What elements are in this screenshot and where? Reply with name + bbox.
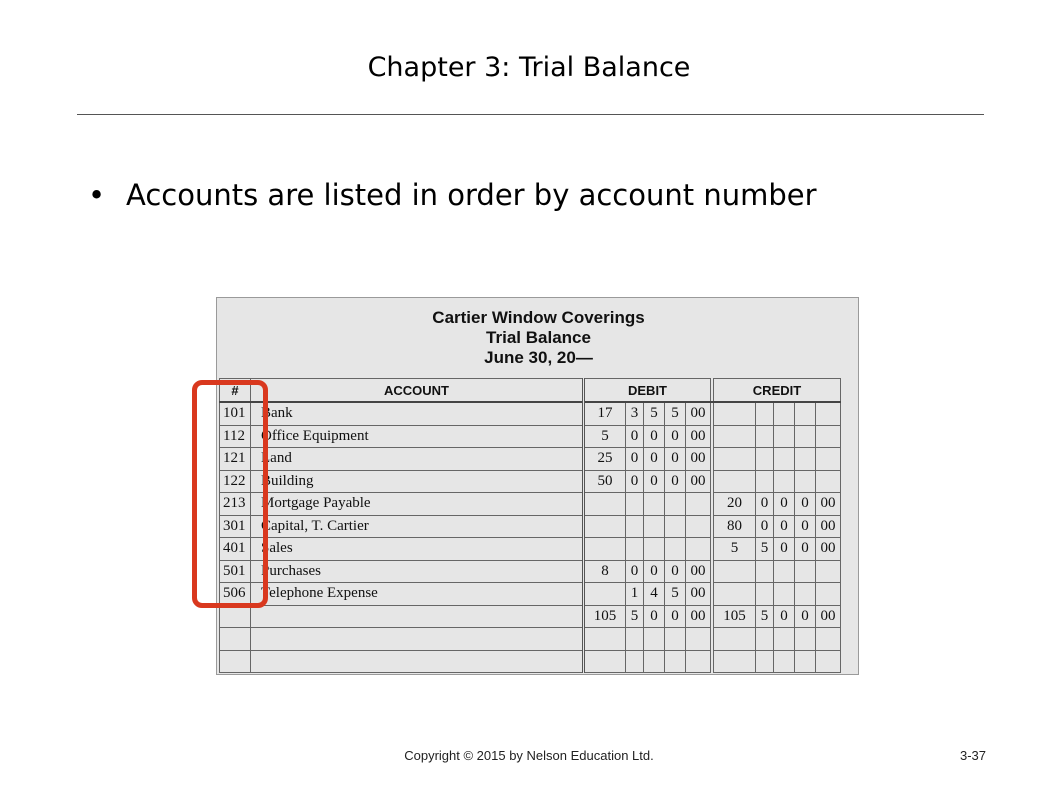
credit-digit — [816, 425, 841, 448]
trial-balance-table — [219, 378, 841, 673]
debit-digit: 105 — [584, 605, 626, 628]
slide-title: Chapter 3: Trial Balance — [367, 52, 691, 83]
credit-digit — [714, 628, 756, 651]
credit-digit: 0 — [756, 515, 774, 538]
credit-digit — [756, 583, 774, 606]
debit-digit — [686, 515, 711, 538]
debit-digit — [626, 628, 644, 651]
account-number: 501 — [220, 560, 251, 583]
debit-digit — [665, 650, 686, 673]
debit-digit — [665, 515, 686, 538]
credit-digit — [795, 448, 816, 471]
debit-digit: 00 — [686, 470, 711, 493]
debit-digit — [644, 515, 665, 538]
credit-digit: 0 — [774, 493, 795, 516]
debit-digit: 3 — [626, 402, 644, 425]
account-name: Telephone Expense — [251, 583, 584, 606]
report-date: June 30, 20— — [484, 348, 593, 367]
debit-digit: 0 — [665, 470, 686, 493]
debit-digit: 00 — [686, 605, 711, 628]
credit-digit — [774, 470, 795, 493]
debit-digit: 25 — [584, 448, 626, 471]
credit-digit: 0 — [795, 515, 816, 538]
table-row — [220, 402, 841, 425]
debit-digit: 0 — [626, 560, 644, 583]
trial-balance-heading — [217, 308, 860, 368]
header-credit: CREDIT — [714, 379, 841, 403]
credit-digit — [756, 425, 774, 448]
credit-digit: 00 — [816, 493, 841, 516]
credit-digit — [816, 628, 841, 651]
debit-digit: 5 — [626, 605, 644, 628]
header-debit: DEBIT — [584, 379, 711, 403]
table-row — [220, 515, 841, 538]
table-row — [220, 470, 841, 493]
credit-digit — [774, 448, 795, 471]
debit-digit — [626, 538, 644, 561]
table-row — [220, 583, 841, 606]
debit-digit: 17 — [584, 402, 626, 425]
credit-digit — [795, 650, 816, 673]
debit-digit — [686, 538, 711, 561]
debit-digit — [584, 538, 626, 561]
table-row — [220, 448, 841, 471]
credit-digit — [714, 425, 756, 448]
account-number — [220, 605, 251, 628]
credit-digit — [714, 650, 756, 673]
credit-digit — [816, 650, 841, 673]
credit-digit — [774, 560, 795, 583]
debit-digit — [584, 628, 626, 651]
credit-digit: 0 — [774, 538, 795, 561]
account-name: Purchases — [251, 560, 584, 583]
account-number — [220, 628, 251, 651]
debit-digit: 8 — [584, 560, 626, 583]
credit-digit: 5 — [714, 538, 756, 561]
debit-digit — [644, 628, 665, 651]
account-number: 122 — [220, 470, 251, 493]
account-name: Land — [251, 448, 584, 471]
debit-digit: 4 — [644, 583, 665, 606]
credit-digit: 00 — [816, 605, 841, 628]
credit-digit — [756, 470, 774, 493]
debit-digit: 0 — [626, 425, 644, 448]
bullet-text: Accounts are listed in order by account number — [126, 178, 817, 212]
debit-digit — [686, 628, 711, 651]
credit-digit: 105 — [714, 605, 756, 628]
debit-digit: 0 — [644, 448, 665, 471]
totals-row — [220, 605, 841, 628]
account-number: 112 — [220, 425, 251, 448]
credit-digit — [714, 470, 756, 493]
blank-row — [220, 650, 841, 673]
credit-digit — [756, 628, 774, 651]
debit-digit — [644, 538, 665, 561]
credit-digit — [795, 402, 816, 425]
debit-digit — [626, 650, 644, 673]
credit-digit — [714, 448, 756, 471]
debit-digit: 5 — [644, 402, 665, 425]
debit-digit — [665, 538, 686, 561]
credit-digit: 00 — [816, 538, 841, 561]
account-number — [220, 650, 251, 673]
account-number: 213 — [220, 493, 251, 516]
debit-digit: 0 — [665, 425, 686, 448]
debit-digit: 0 — [626, 448, 644, 471]
credit-digit — [756, 650, 774, 673]
credit-digit — [795, 470, 816, 493]
credit-digit — [795, 425, 816, 448]
debit-digit — [686, 493, 711, 516]
debit-digit: 00 — [686, 425, 711, 448]
debit-digit: 0 — [644, 605, 665, 628]
account-name — [251, 628, 584, 651]
credit-digit — [714, 583, 756, 606]
debit-digit: 5 — [584, 425, 626, 448]
debit-digit: 0 — [665, 605, 686, 628]
debit-digit — [665, 628, 686, 651]
title-divider — [77, 114, 984, 115]
debit-digit — [686, 650, 711, 673]
credit-digit — [816, 448, 841, 471]
credit-digit: 00 — [816, 515, 841, 538]
table-row — [220, 538, 841, 561]
debit-digit: 5 — [665, 583, 686, 606]
company-name: Cartier Window Coverings — [432, 308, 645, 327]
debit-digit: 50 — [584, 470, 626, 493]
debit-digit: 0 — [644, 560, 665, 583]
account-name — [251, 605, 584, 628]
credit-digit — [816, 560, 841, 583]
credit-digit: 0 — [756, 493, 774, 516]
account-name: Mortgage Payable — [251, 493, 584, 516]
credit-digit — [774, 650, 795, 673]
page-number: 3-37 — [960, 748, 987, 763]
credit-digit: 20 — [714, 493, 756, 516]
credit-digit — [816, 402, 841, 425]
credit-digit — [756, 402, 774, 425]
credit-digit — [756, 448, 774, 471]
account-number: 101 — [220, 402, 251, 425]
blank-row — [220, 628, 841, 651]
debit-digit — [584, 515, 626, 538]
account-name: Office Equipment — [251, 425, 584, 448]
credit-digit — [795, 560, 816, 583]
credit-digit — [816, 583, 841, 606]
credit-digit: 80 — [714, 515, 756, 538]
debit-digit: 1 — [626, 583, 644, 606]
debit-digit: 00 — [686, 583, 711, 606]
header-num: # — [220, 379, 251, 403]
account-number: 121 — [220, 448, 251, 471]
credit-digit: 5 — [756, 605, 774, 628]
copyright-notice: Copyright © 2015 by Nelson Education Ltd. — [404, 748, 654, 763]
debit-digit: 0 — [644, 425, 665, 448]
account-name: Sales — [251, 538, 584, 561]
account-number: 506 — [220, 583, 251, 606]
debit-digit: 0 — [626, 470, 644, 493]
debit-digit: 0 — [644, 470, 665, 493]
table-row — [220, 425, 841, 448]
table-row — [220, 560, 841, 583]
credit-digit — [714, 560, 756, 583]
debit-digit: 00 — [686, 402, 711, 425]
debit-digit: 5 — [665, 402, 686, 425]
table-header-row — [220, 379, 841, 403]
credit-digit — [714, 402, 756, 425]
credit-digit — [756, 560, 774, 583]
trial-balance-figure — [216, 297, 859, 675]
report-name: Trial Balance — [486, 328, 591, 347]
debit-digit — [584, 493, 626, 516]
credit-digit — [774, 425, 795, 448]
bullet-point — [88, 178, 817, 212]
credit-digit — [816, 470, 841, 493]
credit-digit: 5 — [756, 538, 774, 561]
credit-digit: 0 — [795, 493, 816, 516]
credit-digit — [774, 583, 795, 606]
debit-digit — [665, 493, 686, 516]
debit-digit — [626, 515, 644, 538]
account-name: Bank — [251, 402, 584, 425]
debit-digit: 0 — [665, 560, 686, 583]
credit-digit — [795, 583, 816, 606]
debit-digit: 00 — [686, 560, 711, 583]
debit-digit — [644, 493, 665, 516]
account-number: 301 — [220, 515, 251, 538]
table-row — [220, 493, 841, 516]
debit-digit: 0 — [665, 448, 686, 471]
debit-digit — [584, 650, 626, 673]
credit-digit: 0 — [774, 605, 795, 628]
account-name: Capital, T. Cartier — [251, 515, 584, 538]
account-name — [251, 650, 584, 673]
credit-digit: 0 — [774, 515, 795, 538]
debit-digit — [626, 493, 644, 516]
account-number-highlight — [192, 380, 268, 608]
debit-digit: 00 — [686, 448, 711, 471]
account-name: Building — [251, 470, 584, 493]
credit-digit: 0 — [795, 538, 816, 561]
debit-digit — [584, 583, 626, 606]
account-number: 401 — [220, 538, 251, 561]
credit-digit — [795, 628, 816, 651]
bullet-icon: • — [88, 178, 106, 212]
credit-digit — [774, 628, 795, 651]
credit-digit: 0 — [795, 605, 816, 628]
debit-digit — [644, 650, 665, 673]
credit-digit — [774, 402, 795, 425]
header-account: ACCOUNT — [251, 379, 584, 403]
